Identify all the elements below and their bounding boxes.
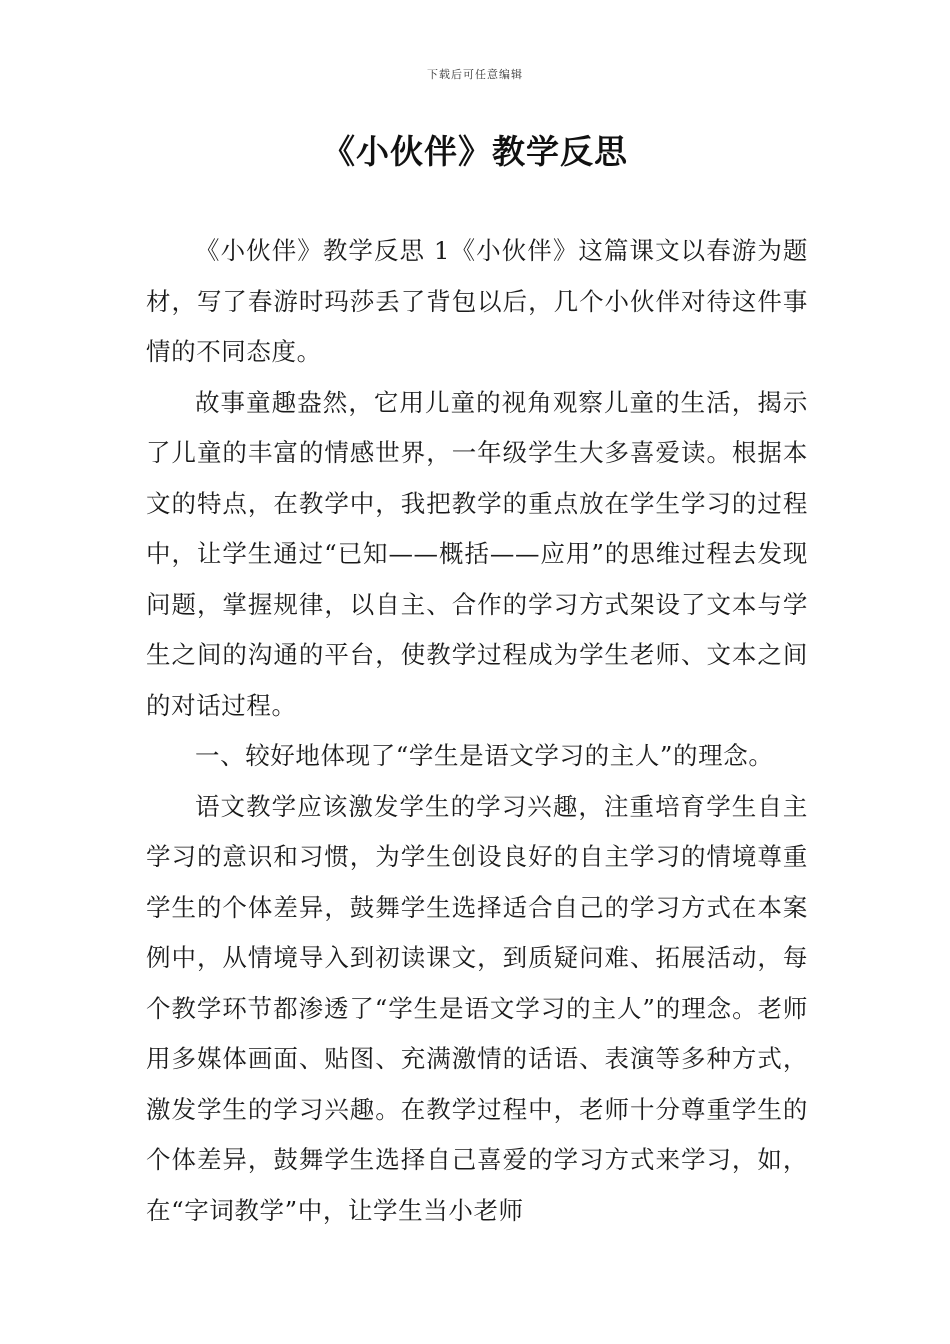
header-note: 下载后可任意编辑 — [427, 68, 523, 81]
document-body — [146, 226, 808, 1236]
paragraph: 故事童趣盎然，它用儿童的视角观察儿童的生活，揭示了儿童的丰富的情感世界，一年级学生大多喜爱读。根据本文的特点，在教学中，我把教学的重点放在学生学习的过程中，让学生通过“已知——概括——应用”的思维过程去发现问题，掌握规律，以自主、合作的学习方式架设了文本与学生之间的沟通的平台，使教学过程成为学生老师、文本之间的对话过程。 — [146, 387, 808, 720]
paragraph: 语文教学应该激发学生的学习兴趣，注重培育学生自主学习的意识和习惯，为学生创设良好的自主学习的情境尊重学生的个体差异，鼓舞学生选择适合自己的学习方式在本案例中，从情境导入到初读课文，到质疑问难、拓展活动，每个教学环节都渗透了“学生是语文学习的主人”的理念。老师用多媒体画面、贴图、充满激情的话语、表演等多种方式，激发学生的学习兴趣。在教学过程中，老师十分尊重学生的个体差异，鼓舞学生选择自己喜爱的学习方式来学习，如，在“字词教学”中，让学生当小老师 — [146, 791, 808, 1225]
section-heading: 一、较好地体现了“学生是语文学习的主人”的理念。 — [195, 741, 774, 770]
document-title: 《小伙伴》教学反思 — [322, 132, 628, 171]
paragraph: 《小伙伴》教学反思 1《小伙伴》这篇课文以春游为题材，写了春游时玛莎丢了背包以后，几个小伙伴对待这件事情的不同态度。 — [146, 236, 808, 366]
